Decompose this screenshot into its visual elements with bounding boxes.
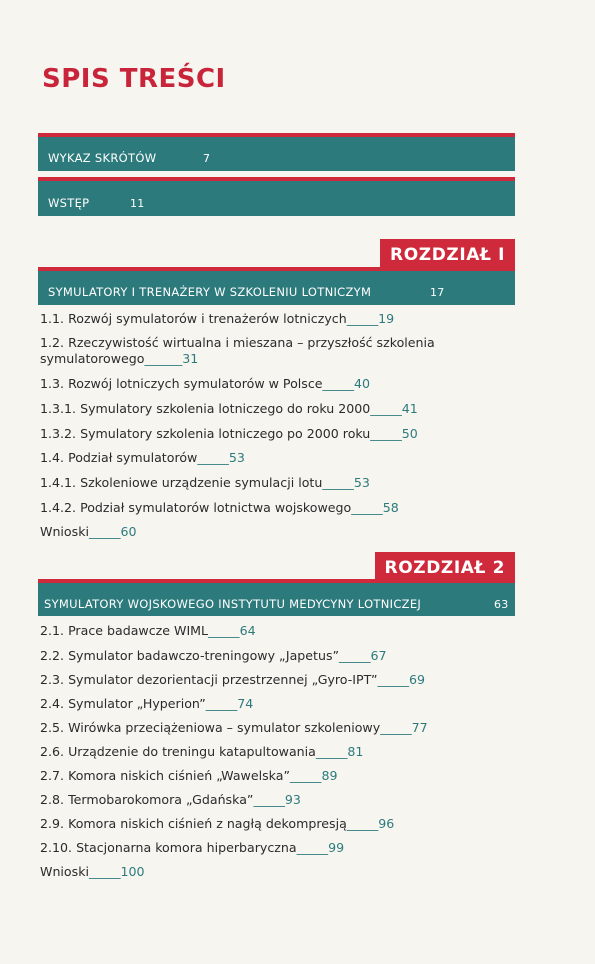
entry-title: Komora niskich ciśnień z nagłą dekompresją — [68, 816, 347, 831]
entry-page-number: 93 — [284, 792, 301, 807]
chapter-2-tab: ROZDZIAŁ 2 — [375, 552, 515, 584]
entry-title: Symulator dezorientacji przestrzennej „Gyro-IPT” — [68, 672, 378, 687]
chapter-title: SYMULATORY I TRENAŻERY W SZKOLENIU LOTNICZYM — [48, 285, 372, 299]
entry-title: Rzeczywistość wirtualna i mieszana – przyszłość szkolenia symulatorowego — [40, 335, 435, 366]
entry-number: 1.1. — [40, 311, 65, 326]
entry-number: 2.8. — [40, 792, 65, 807]
entry-title: Wnioski — [40, 864, 89, 879]
entry-number: 1.3.2. — [40, 426, 77, 441]
toc-entry[interactable]: 2.9. Komora niskich ciśnień z nagłą dekompresją_____96 — [40, 816, 395, 831]
entry-number: 1.2. — [40, 335, 65, 350]
entry-title: Stacjonarna komora hiperbaryczna — [76, 840, 297, 855]
entry-page-number: 74 — [237, 696, 254, 711]
entry-number: 2.3. — [40, 672, 65, 687]
entry-title: Symulatory szkolenia lotniczego po 2000 roku — [80, 426, 371, 441]
entry-title: Termobarokomora „Gdańska” — [68, 792, 254, 807]
toc-entry[interactable]: 1.2. Rzeczywistość wirtualna i mieszana – przyszłość szkolenia symulatorowego______31 — [40, 335, 435, 366]
toc-section-abbreviations[interactable] — [38, 133, 515, 171]
toc-section-introduction[interactable] — [38, 177, 515, 216]
toc-entry[interactable]: 1.3.2. Symulatory szkolenia lotniczego po 2000 roku_____50 — [40, 426, 418, 441]
entry-title: Komora niskich ciśnień „Wawelska” — [68, 768, 290, 783]
entry-number: 1.3.1. — [40, 401, 77, 416]
toc-entry[interactable]: 1.3. Rozwój lotniczych symulatorów w Polsce_____40 — [40, 376, 371, 391]
entry-number: 2.10. — [40, 840, 73, 855]
entry-page-number: 64 — [239, 623, 256, 638]
entry-title: Symulator „Hyperion” — [68, 696, 206, 711]
toc-entry[interactable]: 2.8. Termobarokomora „Gdańska”_____93 — [40, 792, 301, 807]
entry-number: 1.3. — [40, 376, 65, 391]
entry-title: Podział symulatorów lotnictwa wojskowego — [80, 500, 352, 515]
entry-number: 1.4. — [40, 450, 65, 465]
entry-page-number: 50 — [401, 426, 418, 441]
toc-entry[interactable]: 1.3.1. Symulatory szkolenia lotniczego do roku 2000_____41 — [40, 401, 418, 416]
entry-number: 2.5. — [40, 720, 65, 735]
chapter-page-number: 17 — [430, 286, 445, 299]
chapter-title: SYMULATORY WOJSKOWEGO INSTYTUTU MEDYCYNY LOTNICZEJ — [44, 597, 422, 611]
section-label: WSTĘP — [48, 196, 90, 210]
toc-entry[interactable]: 1.4.1. Szkoleniowe urządzenie symulacji lotu_____53 — [40, 475, 370, 490]
toc-entry[interactable]: 1.4.2. Podział symulatorów lotnictwa wojskowego_____58 — [40, 500, 399, 515]
entry-title: Urządzenie do treningu katapultowania — [68, 744, 316, 759]
entry-page-number: 60 — [120, 524, 137, 539]
entry-number: 2.4. — [40, 696, 65, 711]
toc-entry[interactable]: 2.7. Komora niskich ciśnień „Wawelska”_____89 — [40, 768, 338, 783]
section-page-number: 11 — [130, 197, 145, 210]
entry-page-number: 81 — [347, 744, 364, 759]
entry-title: Symulator badawczo-treningowy „Japetus” — [68, 648, 340, 663]
chapter-1-tab: ROZDZIAŁ I — [380, 239, 515, 271]
entry-page-number: 53 — [353, 475, 370, 490]
chapter-page-number: 63 — [494, 598, 509, 611]
entry-page-number: 58 — [382, 500, 399, 515]
entry-page-number: 96 — [378, 816, 395, 831]
entry-page-number: 40 — [354, 376, 371, 391]
entry-number: 2.6. — [40, 744, 65, 759]
entry-title: Szkoleniowe urządzenie symulacji lotu — [80, 475, 323, 490]
section-page-number: 7 — [203, 152, 211, 165]
entry-page-number: 67 — [370, 648, 387, 663]
entry-page-number: 77 — [411, 720, 428, 735]
chapter-1-title-bar[interactable] — [38, 267, 515, 305]
entry-number: 2.1. — [40, 623, 65, 638]
entry-number: 2.9. — [40, 816, 65, 831]
entry-title: Rozwój lotniczych symulatorów w Polsce — [68, 376, 323, 391]
entry-page-number: 19 — [378, 311, 395, 326]
entry-number: 1.4.2. — [40, 500, 77, 515]
entry-number: 2.2. — [40, 648, 65, 663]
toc-entry[interactable]: 2.4. Symulator „Hyperion”_____74 — [40, 696, 254, 711]
toc-entry[interactable]: 2.6. Urządzenie do treningu katapultowania_____81 — [40, 744, 364, 759]
toc-entry[interactable]: 2.1. Prace badawcze WIML_____64 — [40, 623, 256, 638]
toc-entry[interactable]: 2.5. Wirówka przeciążeniowa – symulator szkoleniowy_____77 — [40, 720, 428, 735]
toc-entry[interactable]: 2.10. Stacjonarna komora hiperbaryczna_____99 — [40, 840, 345, 855]
entry-page-number: 69 — [409, 672, 426, 687]
toc-entry[interactable]: 1.1. Rozwój symulatorów i trenażerów lotniczych_____19 — [40, 311, 395, 326]
entry-page-number: 99 — [328, 840, 345, 855]
entry-number: 2.7. — [40, 768, 65, 783]
toc-entry-conclusions[interactable]: Wnioski_____100 — [40, 864, 145, 879]
entry-number: 1.4.1. — [40, 475, 77, 490]
entry-page-number: 31 — [182, 351, 199, 366]
entry-title: Symulatory szkolenia lotniczego do roku 2000 — [80, 401, 371, 416]
entry-page-number: 100 — [120, 864, 145, 879]
entry-title: Wnioski — [40, 524, 89, 539]
entry-page-number: 53 — [228, 450, 245, 465]
toc-entry[interactable]: 2.2. Symulator badawczo-treningowy „Japetus”_____67 — [40, 648, 387, 663]
toc-entry[interactable]: 2.3. Symulator dezorientacji przestrzennej „Gyro-IPT”_____69 — [40, 672, 426, 687]
entry-page-number: 89 — [321, 768, 338, 783]
chapter-2-title-bar[interactable] — [38, 579, 515, 616]
toc-entry-conclusions[interactable]: Wnioski_____60 — [40, 524, 137, 539]
entry-title: Podział symulatorów — [68, 450, 198, 465]
entry-title: Rozwój symulatorów i trenażerów lotniczych — [68, 311, 347, 326]
section-label: WYKAZ SKRÓTÓW — [48, 151, 157, 165]
entry-title: Wirówka przeciążeniowa – symulator szkoleniowy — [68, 720, 381, 735]
toc-entry[interactable]: 1.4. Podział symulatorów_____53 — [40, 450, 245, 465]
entry-page-number: 41 — [401, 401, 418, 416]
entry-title: Prace badawcze WIML — [68, 623, 209, 638]
page-title: SPIS TREŚCI — [42, 64, 226, 94]
